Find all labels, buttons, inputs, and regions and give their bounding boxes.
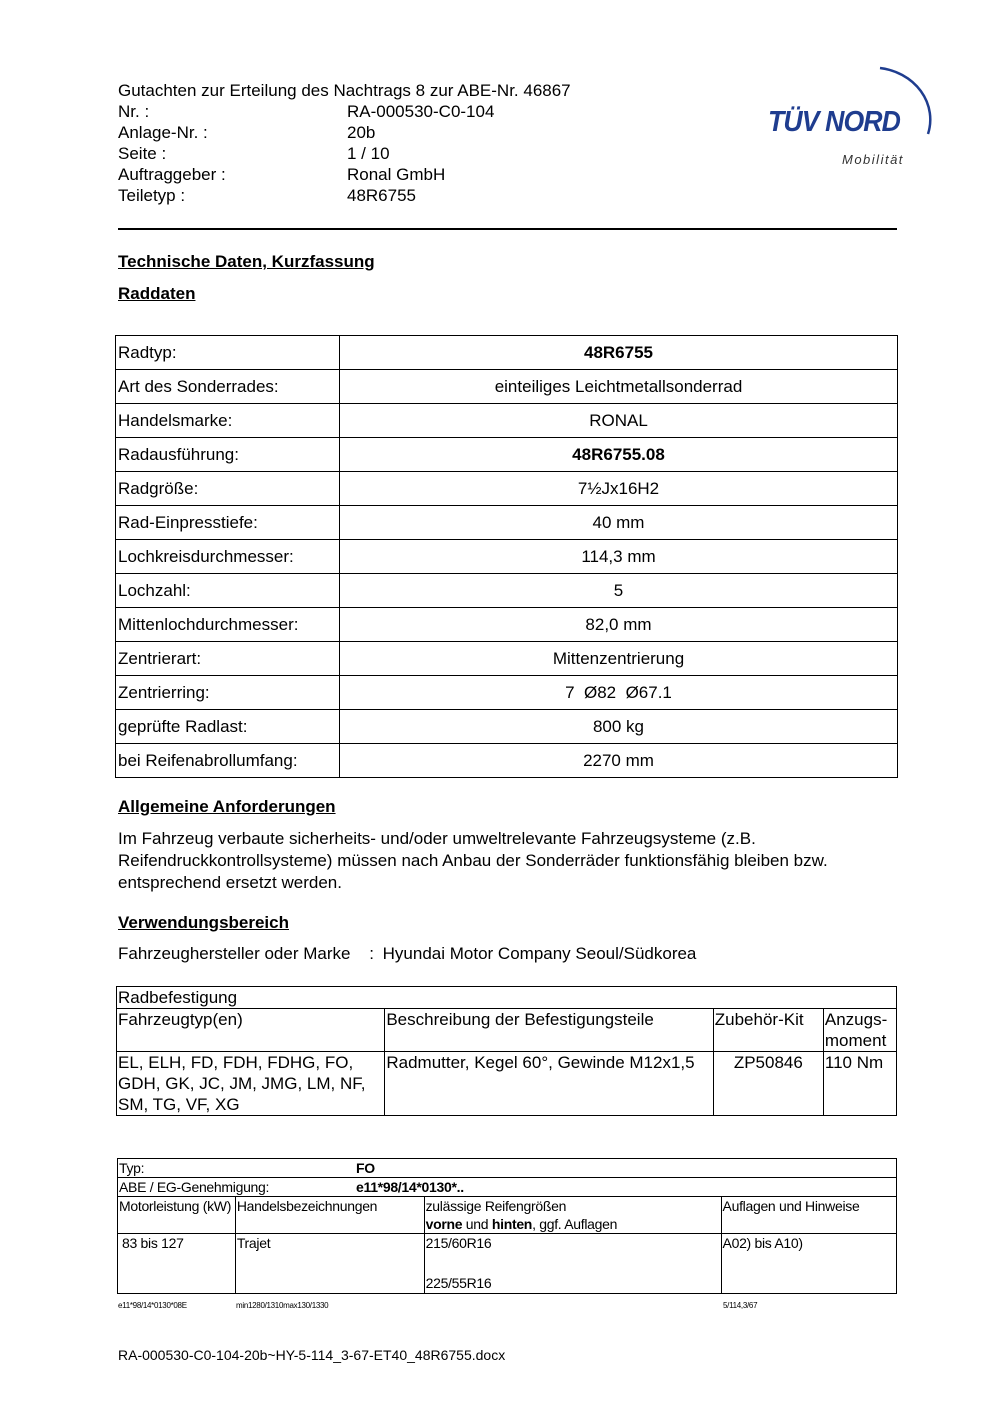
table-row [116,744,898,778]
column-header: Zubehör-Kit [713,1009,823,1052]
row-value: 800 kg [340,710,898,744]
small-note: e11*98/14*0130*08E [118,1301,187,1310]
hersteller-value: Hyundai Motor Company Seoul/Südkorea [382,944,697,963]
row-label: geprüfte Radlast: [116,710,340,744]
table-cell: A02) bis A10) [721,1234,896,1294]
column-header: Motorleistung (kW) [118,1197,236,1234]
table-row [116,676,898,710]
row-label: Lochzahl: [116,574,340,608]
raddaten-table [115,335,898,778]
hersteller-separator: : [369,944,374,963]
table-row [118,1234,897,1294]
header-value: 20b [347,123,376,142]
reifen-size: 225/55R16 [425,1275,492,1291]
table-cell: EL, ELH, FD, FDH, FDHG, FO, GDH, GK, JC, JM, JMG, LM, NF, SM, TG, VF, XG [117,1052,385,1116]
table-cell: 110 Nm [823,1052,896,1116]
header-divider [118,228,897,230]
header-label: Anlage-Nr. : [118,123,208,142]
header-value: 1 / 10 [347,144,390,163]
row-label: Radgröße: [116,472,340,506]
table-row [116,404,898,438]
heading-raddaten: Raddaten [118,284,196,303]
tuv-nord-logo [760,56,950,176]
table-cell: Radmutter, Kegel 60°, Gewinde M12x1,5 [385,1052,713,1116]
header-label: Teiletyp : [118,186,186,205]
row-label: Lochkreisdurchmesser: [116,540,340,574]
typ-row [118,1159,897,1178]
header-value: Ronal GmbH [347,165,446,184]
row-value: 48R6755.08 [340,438,898,472]
reifen-header-line: zulässige Reifengrößen [425,1198,567,1214]
table-header-row [118,1197,897,1234]
row-value: Mittenzentrierung [340,642,898,676]
row-value: 40 mm [340,506,898,540]
table-cell: ZP50846 [713,1052,823,1116]
column-header-reifen [424,1197,721,1234]
table-row [116,608,898,642]
header-row-anlage [118,122,571,143]
row-label: Rad-Einpresstiefe: [116,506,340,540]
hersteller-line [118,943,696,965]
reifen-hinten: hinten [491,1216,533,1232]
heading-tech: Technische Daten, Kurzfassung [118,252,375,271]
table-row [116,370,898,404]
document-header [118,80,571,206]
reifen-und: und [462,1216,492,1232]
header-value: RA-000530-C0-104 [347,102,495,121]
header-label: Seite : [118,144,167,163]
hersteller-label: Fahrzeughersteller oder Marke [118,944,351,963]
table-row [117,987,897,1009]
abe-row [118,1178,897,1197]
logo-brand: TÜV NORD [768,106,900,138]
row-value: 7½Jx16H2 [340,472,898,506]
abe-label: ABE / EG-Genehmigung: [119,1179,270,1195]
reifen-rest: , ggf. Auflagen [532,1216,618,1232]
header-row-seite [118,143,571,164]
small-note: min1280/1310max130/1330 [236,1301,329,1310]
befestigung-table [116,986,897,1116]
heading-verwendung: Verwendungsbereich [118,913,289,932]
row-value: einteiliges Leichtmetallsonderrad [340,370,898,404]
row-label: Radausführung: [116,438,340,472]
table-row [116,506,898,540]
row-label: Mittenlochdurchmesser: [116,608,340,642]
row-label: Zentrierring: [116,676,340,710]
typ-label: Typ: [119,1160,145,1176]
row-value: 5 [340,574,898,608]
reifen-size: 215/60R16 [425,1235,492,1251]
row-label: bei Reifenabrollumfang: [116,744,340,778]
row-value: 114,3 mm [340,540,898,574]
table-cell-reifen [424,1234,721,1294]
table-row [116,438,898,472]
reifen-vorne: vorne [425,1216,463,1232]
header-value: 48R6755 [347,186,417,205]
table-row [116,710,898,744]
header-label: Nr. : [118,102,150,121]
row-label: Handelsmarke: [116,404,340,438]
table-cell: 83 bis 127 [118,1234,236,1294]
table-row [118,1159,897,1178]
header-row-nr [118,101,571,122]
header-row-teiletyp [118,185,571,206]
table-row [116,574,898,608]
row-value: RONAL [340,404,898,438]
column-header: Fahrzeugtyp(en) [117,1009,385,1052]
column-header: Handelsbezeichnungen [235,1197,424,1234]
small-note: 5/114,3/67 [723,1301,758,1310]
column-header: Anzugs-moment [823,1009,896,1052]
typ-value: FO [356,1160,375,1176]
typ-table [117,1158,897,1294]
table-row [116,540,898,574]
table-row [116,336,898,370]
table-row [118,1178,897,1197]
row-label: Radtyp: [116,336,340,370]
footer-filename: RA-000530-C0-104-20b~HY-5-114_3-67-ET40_48R6755.docx [118,1347,506,1363]
table-cell: Trajet [235,1234,424,1294]
heading-allgemein: Allgemeine Anforderungen [118,797,336,816]
column-header: Beschreibung der Befestigungsteile [385,1009,713,1052]
logo-subtitle: Mobilität [842,152,904,167]
row-value: 48R6755 [340,336,898,370]
befestigung-title: Radbefestigung [117,987,897,1009]
table-header-row [117,1009,897,1052]
row-label: Zentrierart: [116,642,340,676]
table-row [117,1052,897,1116]
header-title: Gutachten zur Erteilung des Nachtrags 8 zur ABE-Nr. 46867 [118,81,571,100]
allgemein-paragraph: Im Fahrzeug verbaute sicherheits- und/oder umweltrelevante Fahrzeugsysteme (z.B. Reifendruckkontrollsysteme) müssen nach Anbau der Sonderräder funktionsfähig bleiben bzw. entsprechend ersetzt werden. [118,829,828,892]
row-label: Art des Sonderrades: [116,370,340,404]
header-label: Auftraggeber : [118,165,226,184]
table-row [116,472,898,506]
abe-value: e11*98/14*0130*.. [356,1179,464,1195]
column-header: Auflagen und Hinweise [721,1197,896,1234]
table-row [116,642,898,676]
row-value: 7 Ø82 Ø67.1 [340,676,898,710]
row-value: 2270 mm [340,744,898,778]
row-value: 82,0 mm [340,608,898,642]
header-row-auftraggeber [118,164,571,185]
